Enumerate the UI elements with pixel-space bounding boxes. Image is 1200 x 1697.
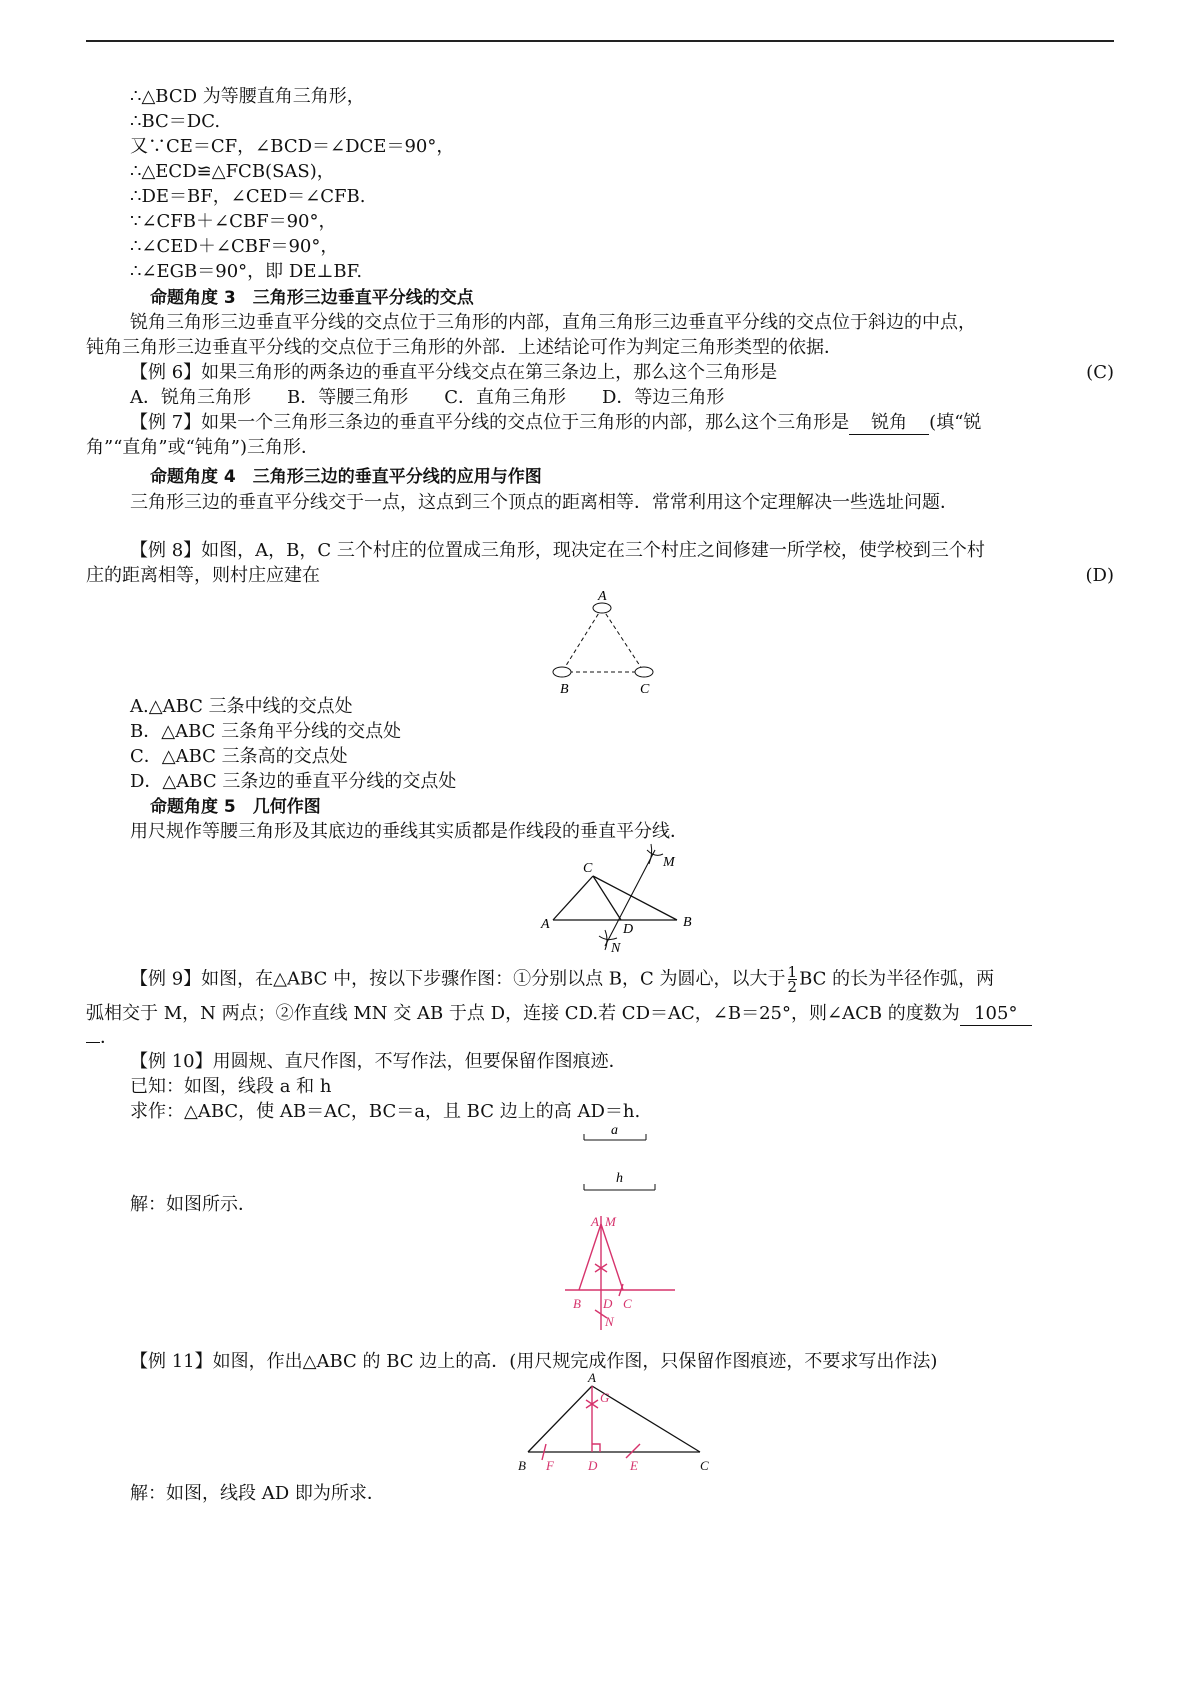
paragraph: 三角形三边的垂直平分线交于一点，这点到三个顶点的距离相等．常常利用这个定理解决一些选址问题． xyxy=(130,492,958,513)
example-10-question: 【例 10】用圆规、直尺作图，不写作法，但要保留作图痕迹． xyxy=(130,1051,627,1072)
example-10-known: 已知：如图，线段 a 和 h xyxy=(130,1076,332,1097)
proof-line: ∴∠EGB＝90°，即 DE⊥BF. xyxy=(130,261,363,282)
arc-mark-e xyxy=(626,1444,640,1458)
proof-line: ∴BC＝DC. xyxy=(130,111,221,132)
edge-ab xyxy=(562,608,602,672)
proof-line: ∴DE＝BF，∠CED＝∠CFB. xyxy=(130,186,366,207)
example-7-question xyxy=(130,412,981,435)
label-b: B xyxy=(683,915,692,930)
arc-n-2 xyxy=(605,930,607,950)
example-9-part2: BC 的长为半径作弧，两 xyxy=(799,968,995,990)
figure-example-11 xyxy=(500,1370,740,1480)
example-9-line2 xyxy=(86,1003,1032,1026)
fraction-numerator: 1 xyxy=(787,963,798,981)
example-9-part1: 【例 9】如图，在△ABC 中，按以下步骤作图：①分别以点 B，C 为圆心，以大于 xyxy=(130,968,786,990)
example-8-option: D．△ABC 三条边的垂直平分线的交点处 xyxy=(130,771,457,792)
label-a: A xyxy=(541,917,550,932)
paragraph: 锐角三角形三边垂直平分线的交点位于三角形的内部，直角三角形三边垂直平分线的交点位于斜边的中点， xyxy=(130,312,976,333)
label-m: M xyxy=(663,855,675,870)
village-c xyxy=(635,667,653,677)
label-a: A xyxy=(591,1214,599,1229)
right-angle-mark xyxy=(592,1444,600,1452)
paragraph: 用尺规作等腰三角形及其底边的垂线其实质都是作线段的垂直平分线． xyxy=(130,821,688,842)
example-6-options: A．锐角三角形 B．等腰三角形 C．直角三角形 D．等边三角形 xyxy=(130,387,725,408)
label-d: D xyxy=(603,1296,613,1311)
example-8-option: C．△ABC 三条高的交点处 xyxy=(130,746,348,767)
example-6-question: 【例 6】如果三角形的两条边的垂直平分线交点在第三条边上，那么这个三角形是 xyxy=(130,362,778,383)
example-9-period: ． xyxy=(100,1027,118,1048)
label-b: B xyxy=(518,1458,526,1473)
label-a: A xyxy=(588,1370,596,1385)
example-10-solution: 解：如图所示． xyxy=(130,1194,256,1215)
example-11-question: 【例 11】如图，作出△ABC 的 BC 边上的高．(用尺规完成作图，只保留作图痕迹，不要求写出作法) xyxy=(130,1351,938,1372)
figure-villages xyxy=(540,590,680,700)
example-7-part2: (填“锐 xyxy=(929,412,982,433)
village-a xyxy=(593,603,611,613)
label-n: N xyxy=(605,1314,614,1329)
example-9-line2-text: 弧相交于 M，N 两点；②作直线 MN 交 AB 于点 D，连接 CD.若 CD＝AC，∠B＝25°，则∠ACB 的度数为 xyxy=(86,1003,960,1024)
example-8-option: B．△ABC 三条角平分线的交点处 xyxy=(130,721,402,742)
section-heading-4: 命题角度 4 三角形三边的垂直平分线的应用与作图 xyxy=(150,467,542,487)
example-7-blank: 锐角 xyxy=(849,412,929,435)
section-heading-5: 命题角度 5 几何作图 xyxy=(150,797,321,817)
label-c: C xyxy=(583,861,593,876)
label-g: G xyxy=(600,1390,610,1405)
example-7-line2: 角”“直角”或“钝角”)三角形． xyxy=(86,437,320,458)
paragraph: 钝角三角形三边垂直平分线的交点位于三角形的外部．上述结论可作为判定三角形类型的依据． xyxy=(86,337,842,358)
village-b xyxy=(553,667,571,677)
label-c: C xyxy=(623,1296,632,1311)
proof-line: ∴∠CED＋∠CBF＝90°， xyxy=(130,236,339,257)
label-h: h xyxy=(616,1171,623,1186)
label-d: D xyxy=(623,922,634,937)
proof-line: ∵∠CFB＋∠CBF＝90°， xyxy=(130,211,337,232)
header-rule xyxy=(86,40,1114,42)
side-ac xyxy=(553,876,593,920)
side-cb xyxy=(593,876,677,920)
fraction-one-half xyxy=(788,965,798,994)
label-e: E xyxy=(630,1458,638,1473)
label-d: D xyxy=(588,1458,598,1473)
label-f: F xyxy=(546,1458,554,1473)
example-9-question xyxy=(130,965,994,994)
label-a: A xyxy=(598,590,607,604)
label-m: M xyxy=(605,1214,616,1229)
side-ac xyxy=(601,1224,623,1290)
arc-n-1 xyxy=(599,936,617,940)
example-11-solution: 解：如图，线段 AD 即为所求． xyxy=(130,1483,385,1504)
proof-line: ∴△BCD 为等腰直角三角形， xyxy=(130,86,365,107)
label-b: B xyxy=(573,1296,581,1311)
edge-ac xyxy=(602,608,644,672)
label-n: N xyxy=(611,941,621,952)
example-8-question: 【例 8】如图，A，B，C 三个村庄的位置成三角形，现决定在三个村庄之间修建一所学校，使学校到三个村 xyxy=(130,540,985,561)
side-ab xyxy=(579,1224,601,1290)
example-8-option: A.△ABC 三条中线的交点处 xyxy=(130,696,353,717)
example-9-blank-tail xyxy=(86,1042,100,1043)
example-8-answer: (D) xyxy=(1085,565,1114,586)
figure-example-10 xyxy=(555,1208,695,1343)
figure-example-9 xyxy=(535,842,715,952)
label-c: C xyxy=(700,1458,709,1473)
label-c: C xyxy=(640,682,650,697)
example-8-line2: 庄的距离相等，则村庄应建在 xyxy=(86,565,320,586)
fraction-denominator: 2 xyxy=(787,978,798,996)
label-b: B xyxy=(560,682,569,697)
proof-line: ∴△ECD≌△FCB(SAS)， xyxy=(130,161,335,182)
example-9-blank: 105° xyxy=(960,1003,1032,1026)
label-a: a xyxy=(611,1123,618,1138)
given-segments xyxy=(580,1118,670,1208)
section-heading-3: 命题角度 3 三角形三边垂直平分线的交点 xyxy=(150,288,474,308)
example-6-answer: (C) xyxy=(1086,362,1114,383)
side-ab xyxy=(528,1386,592,1452)
example-10-ask: 求作：△ABC，使 AB＝AC，BC＝a，且 BC 边上的高 AD＝h. xyxy=(130,1101,641,1122)
example-9-line3 xyxy=(86,1027,118,1049)
proof-line: 又∵CE＝CF，∠BCD＝∠DCE＝90°， xyxy=(130,136,455,157)
example-7-part1: 【例 7】如果一个三角形三条边的垂直平分线的交点位于三角形的内部，那么这个三角形是 xyxy=(130,412,850,433)
